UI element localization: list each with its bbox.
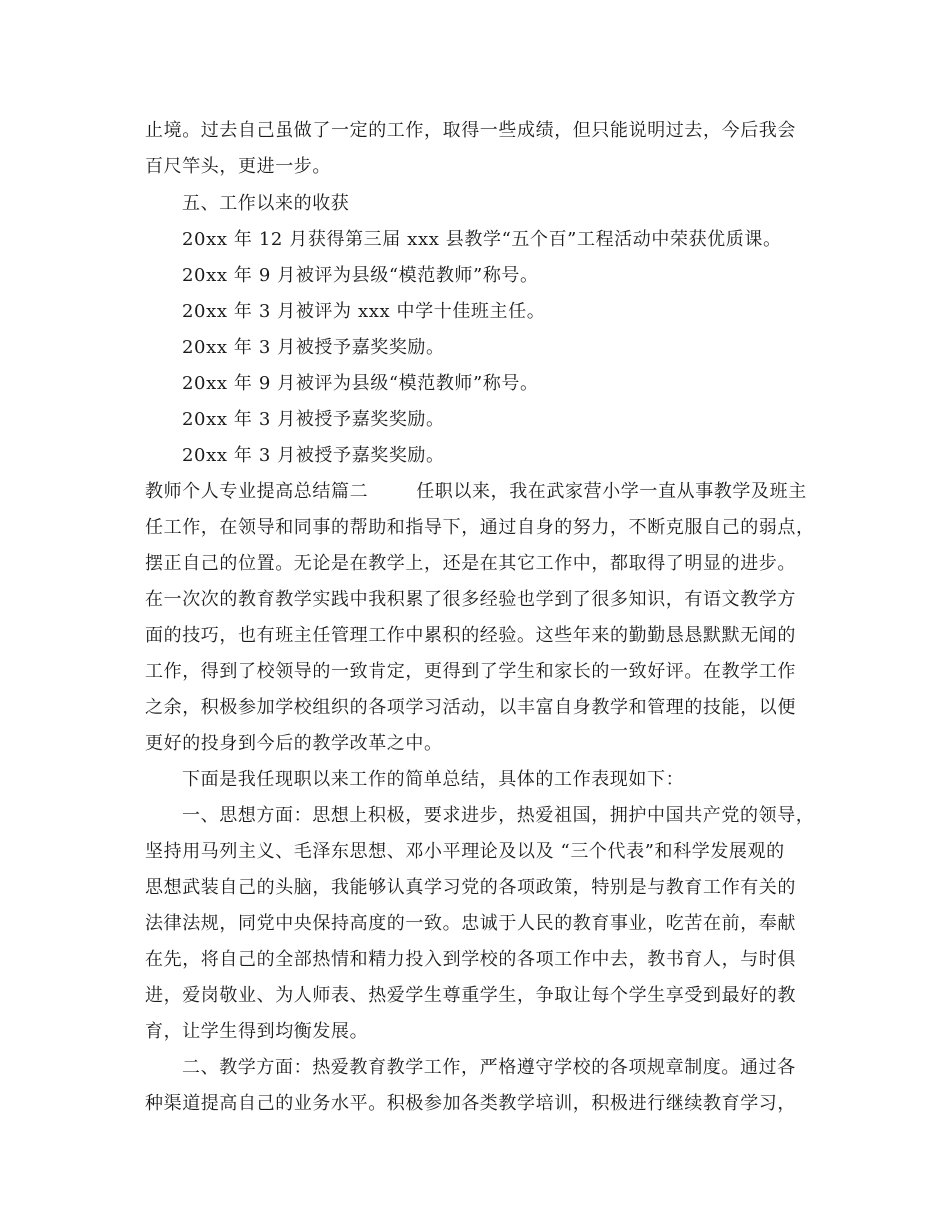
award-item: 20xx 年 3 月被授予嘉奖奖励。 <box>182 337 445 358</box>
body-line: 坚持用马列主义、毛泽东思想、邓小平理论及以及 “三个代表”和科学发展观的 <box>145 841 785 862</box>
body-line: 法律法规，同党中央保持高度的一致。忠诚于人民的教育事业，吃苦在前，奉献 <box>145 913 796 934</box>
body-line: 面的技巧，也有班主任管理工作中累积的经验。这些年来的勤勤恳恳默默无闻的 <box>145 625 796 646</box>
body-line: 一、思想方面：思想上积极，要求进步，热爱祖国，拥护中国共产党的领导， <box>182 805 815 826</box>
body-line: 摆正自己的位置。无论是在教学上，还是在其它工作中，都取得了明显的进步。 <box>145 553 796 574</box>
body-line: 在先，将自己的全部热情和精力投入到学校的各项工作中去，教书育人，与时俱 <box>145 949 796 970</box>
body-line: 二、教学方面：热爱教育教学工作，严格遵守学校的各项规章制度。通过各 <box>182 1057 796 1078</box>
body-line: 任工作，在领导和同事的帮助和指导下，通过自身的努力，不断克服自己的弱点， <box>145 517 815 538</box>
award-item: 20xx 年 9 月被评为县级“模范教师”称号。 <box>182 265 539 286</box>
body-line: 更好的投身到今后的教学改革之中。 <box>145 733 443 754</box>
body-line: 育，让学生得到均衡发展。 <box>145 1021 369 1042</box>
award-item: 20xx 年 3 月被评为 xxx 中学十佳班主任。 <box>182 301 546 322</box>
body-line: 思想武装自己的头脑，我能够认真学习党的各项政策，特别是与教育工作有关的 <box>145 877 796 898</box>
body-line: 种渠道提高自己的业务水平。积极参加各类教学培训，积极进行继续教育学习， <box>145 1093 796 1114</box>
body-line: 任职以来，我在武家营小学一直从事教学及班主 <box>416 481 807 502</box>
body-line: 下面是我任现职以来工作的简单总结，具体的工作表现如下： <box>182 769 685 790</box>
award-item: 20xx 年 3 月被授予嘉奖奖励。 <box>182 445 445 466</box>
article-title: 教师个人专业提高总结篇二 <box>145 481 369 502</box>
body-line: 在一次次的教育教学实践中我积累了很多经验也学到了很多知识，有语文教学方 <box>145 589 796 610</box>
body-line: 止境。过去自己虽做了一定的工作，取得一些成绩，但只能说明过去，今后我会 <box>145 120 796 141</box>
body-line: 工作，得到了校领导的一致肯定，更得到了学生和家长的一致好评。在教学工作 <box>145 661 796 682</box>
award-item: 20xx 年 9 月被评为县级“模范教师”称号。 <box>182 373 539 394</box>
award-item: 20xx 年 3 月被授予嘉奖奖励。 <box>182 409 445 430</box>
section-heading: 五、工作以来的收获 <box>182 193 350 214</box>
article-title-line <box>145 475 807 509</box>
award-item: 20xx 年 12 月获得第三届 xxx 县教学“五个百”工程活动中荣获优质课。 <box>182 229 782 250</box>
body-line: 进，爱岗敬业、为人师表、热爱学生尊重学生，争取让每个学生享受到最好的教 <box>145 985 796 1006</box>
body-line: 百尺竿头，更进一步。 <box>145 156 331 177</box>
body-line: 之余，积极参加学校组织的各项学习活动，以丰富自身教学和管理的技能，以便 <box>145 697 796 718</box>
